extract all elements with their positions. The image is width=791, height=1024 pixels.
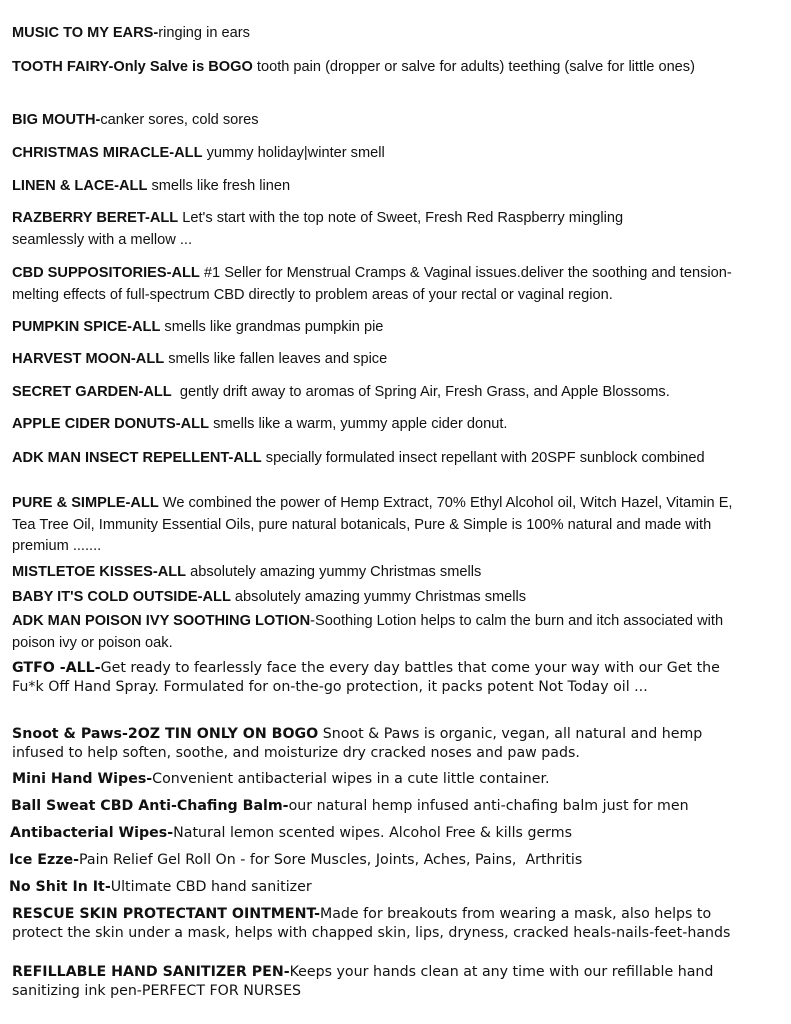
product-description: Snoot & Paws is organic, vegan, all natural and hemp infused to help soften, soothe, and moisturize dry cracked noses and paw pads. <box>12 726 703 761</box>
product-description: specially formulated insect repellant with 20SPF sunblock combined <box>261 450 705 466</box>
list-item <box>12 349 732 371</box>
list-item <box>12 493 752 558</box>
product-description: Let's start with the top note of Sweet, Fresh Red Raspberry mingling seamlessly with a mellow ... <box>12 210 624 248</box>
product-name: CHRISTMAS MIRACLE-ALL <box>12 145 203 161</box>
list-item <box>12 110 732 132</box>
product-name: Mini Hand Wipes- <box>12 771 153 787</box>
product-description: smells like fresh linen <box>147 178 291 194</box>
list-item <box>12 143 732 165</box>
product-description: absolutely amazing yummy Christmas smells <box>230 589 527 605</box>
product-name: HARVEST MOON-ALL <box>12 351 165 367</box>
list-item <box>12 263 752 306</box>
product-description: Keeps your hands clean at any time with our refillable hand sanitizing ink pen-PERFECT FOR NURSES <box>12 964 714 999</box>
product-name: CBD SUPPOSITORIES-ALL <box>12 265 200 281</box>
product-description: our natural hemp infused anti-chafing balm just for men <box>288 798 689 814</box>
product-description: gently drift away to aromas of Spring Air, Fresh Grass, and Apple Blossoms. <box>171 384 670 400</box>
product-description: We combined the power of Hemp Extract, 70% Ethyl Alcohol oil, Witch Hazel, Vitamin E, Tea Tree Oil, Immunity Essential Oils, pure natural botanicals, Pure & Simple is 100% natural and made with premium ....... <box>12 495 733 554</box>
product-description: Natural lemon scented wipes. Alcohol Free & kills germs <box>173 825 572 841</box>
product-name: No Shit In It- <box>9 879 111 895</box>
product-name: RESCUE SKIN PROTECTANT OINTMENT- <box>12 906 320 922</box>
product-description: -Soothing Lotion helps to calm the burn and itch associated with poison ivy or poison oak. <box>12 613 724 651</box>
product-description: tooth pain (dropper or salve for adults) teething (salve for little ones) <box>252 59 695 75</box>
list-item <box>12 57 728 79</box>
product-name: TOOTH FAIRY-Only Salve is BOGO <box>12 59 253 75</box>
list-item <box>9 851 749 870</box>
product-name: ADK MAN POISON IVY SOOTHING LOTION <box>12 613 311 629</box>
list-item <box>12 317 732 339</box>
list-item <box>9 878 749 897</box>
list-item <box>12 23 732 45</box>
list-item <box>12 659 748 697</box>
product-name: PUMPKIN SPICE-ALL <box>12 319 161 335</box>
list-item <box>12 905 748 943</box>
list-item <box>10 824 750 843</box>
product-description: absolutely amazing yummy Christmas smells <box>186 564 482 580</box>
product-name: PURE & SIMPLE-ALL <box>12 495 159 511</box>
product-description: smells like grandmas pumpkin pie <box>160 319 384 335</box>
list-item <box>12 208 687 251</box>
product-name: GTFO -ALL- <box>12 660 101 676</box>
product-description: Pain Relief Gel Roll On - for Sore Muscles, Joints, Aches, Pains, Arthritis <box>78 852 583 868</box>
list-item <box>12 382 752 404</box>
list-item <box>11 797 761 816</box>
product-name: LINEN & LACE-ALL <box>12 178 148 194</box>
product-name: Ice Ezze- <box>9 852 79 868</box>
product-description: yummy holiday|winter smell <box>202 145 385 161</box>
product-name: REFILLABLE HAND SANITIZER PEN- <box>12 964 290 980</box>
product-name: Antibacterial Wipes- <box>10 825 174 841</box>
product-description: Ultimate CBD hand sanitizer <box>110 879 312 895</box>
list-item <box>12 963 748 1001</box>
product-name: Ball Sweat CBD Anti-Chafing Balm- <box>11 798 289 814</box>
list-item <box>12 587 732 609</box>
product-name: APPLE CIDER DONUTS-ALL <box>12 416 210 432</box>
product-name: MUSIC TO MY EARS- <box>12 25 159 41</box>
product-description: smells like fallen leaves and spice <box>164 351 388 367</box>
product-name: BIG MOUTH- <box>12 112 101 128</box>
product-description: canker sores, cold sores <box>100 112 259 128</box>
product-name: Snoot & Paws-2OZ TIN ONLY ON BOGO <box>12 726 319 742</box>
list-item <box>12 414 732 436</box>
list-item <box>12 725 740 763</box>
product-description: Get ready to fearlessly face the every day battles that come your way with our Get the Fu*k Off Hand Spray. Formulated for on-the-go protection, it packs potent Not Today oil ... <box>12 660 720 695</box>
product-description: Convenient antibacterial wipes in a cute little container. <box>152 771 550 787</box>
list-item <box>12 176 732 198</box>
product-description: smells like a warm, yummy apple cider donut. <box>209 416 508 432</box>
product-name: RAZBERRY BERET-ALL <box>12 210 179 226</box>
list-item <box>12 448 712 470</box>
list-item <box>12 770 752 789</box>
list-item <box>12 562 732 584</box>
product-description: Made for breakouts from wearing a mask, also helps to protect the skin under a mask, helps with chapped skin, lips, dryness, cracked heals-nails-feet-hands <box>12 906 731 941</box>
list-item <box>12 611 742 654</box>
product-description: ringing in ears <box>158 25 250 41</box>
product-description: #1 Seller for Menstrual Cramps & Vaginal issues.deliver the soothing and tension-melting effects of full-spectrum CBD directly to problem areas of your rectal or vaginal region. <box>12 265 732 303</box>
product-name: BABY IT'S COLD OUTSIDE-ALL <box>12 589 231 605</box>
product-name: ADK MAN INSECT REPELLENT-ALL <box>12 450 262 466</box>
product-name: MISTLETOE KISSES-ALL <box>12 564 187 580</box>
product-name: SECRET GARDEN-ALL <box>12 384 172 400</box>
